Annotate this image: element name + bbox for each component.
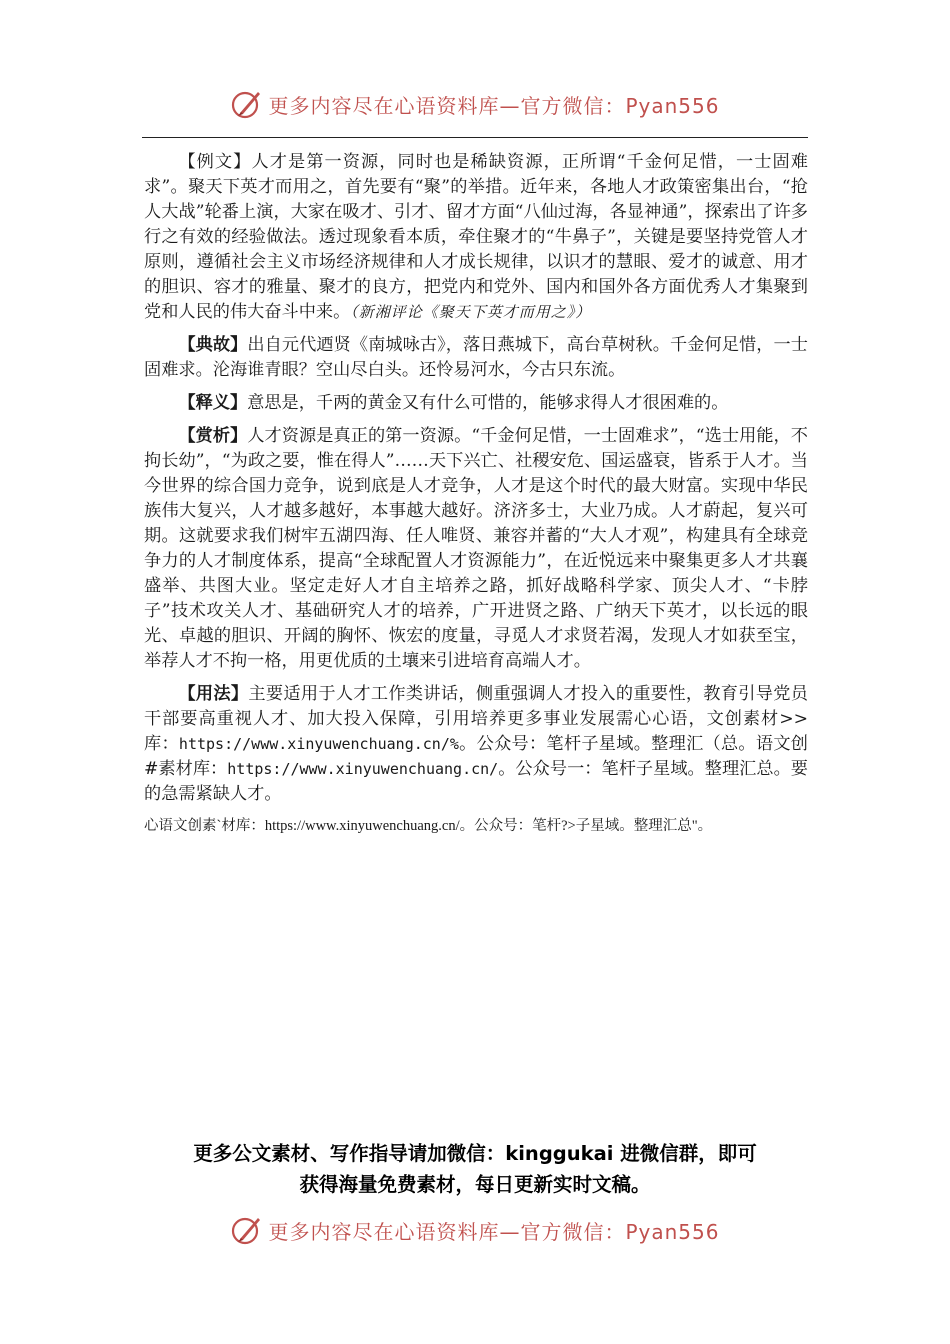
appreciation-paragraph [144, 424, 808, 674]
usage-paragraph [144, 682, 808, 807]
allusion-tag: 【典故】 [178, 335, 248, 355]
allusion-paragraph [144, 333, 808, 383]
source-note: 心语文创素`材库：https://www.xinyuwenchuang.cn/。公众号：笔杆?>子星域。整理汇总"。 [144, 818, 713, 834]
usage-tag: 【用法】 [178, 684, 249, 704]
document-body [144, 150, 808, 837]
example-paragraph [144, 150, 808, 325]
appreciation-text: 人才资源是真正的第一资源。“千金何足惜，一士固难求”，“选士用能，不拘长幼”，“为政之要，惟在得人”……天下兴亡、社稷安危、国运盛衰，皆系于人才。当今世界的综合国力竞争，说到底是人才竞争，人才是这个时代的最大财富。实现中华民族伟大复兴，人才越多越好，本事越大越好。济济多士，大业乃成。人才蔚起，复兴可期。这就要求我们树牢五湖四海、任人唯贤、兼容并蓄的“大人才观”，构建具有全球竞争力的人才制度体系，提高“全球配置人才资源能力”，在近悦远来中聚集更多人才共襄盛举、共图大业。坚定走好人才自主培养之路，抓好战略科学家、顶尖人才、“卡脖子”技术攻关人才、基础研究人才的培养，广开进贤之路、广纳天下英才，以长远的眼光、卓越的胆识、开阔的胸怀、恢宏的度量，寻觅人才求贤若渴，发现人才如获至宝，举荐人才不拘一格，用更优质的土壤来引进培育高端人才。 [144, 426, 808, 671]
example-citation: （新湘评论《聚天下英才而用之》） [350, 303, 592, 321]
header-banner-text: 更多内容尽在心语资料库—官方微信：Pyan556 [268, 93, 720, 118]
example-text: 人才是第一资源，同时也是稀缺资源，正所谓“千金何足惜，一士固难求”。聚天下英才而用之，首先要有“聚”的举措。近年来，各地人才政策密集出台，“抢人大战”轮番上演，大家在吸才、引才、留才方面“八仙过海，各显神通”，探索出了许多行之有效的经验做法。透过现象看本质，牵住聚才的“牛鼻子”，关键是要坚持党管人才原则，遵循社会主义市场经济规律和人才成长规律，以识才的慧眼、爱才的诚意、用才的胆识、容才的雅量、聚才的良方，把党内和党外、国内和国外各方面优秀人才集聚到党和人民的伟大奋斗中来。 [144, 152, 808, 322]
header-banner [0, 84, 950, 124]
meaning-paragraph [144, 391, 808, 416]
quill-pen-logo-icon [230, 1213, 264, 1247]
quill-pen-logo-icon [230, 87, 264, 121]
usage-url-b: https://www.xinyuwenchuang.cn/ [227, 760, 499, 778]
meaning-text: 意思是，千两的黄金又有什么可惜的，能够求得人才很困难的。 [247, 393, 729, 413]
usage-text-a: 主要适用于人才工作类讲话，侧重强调人才投入的重要性，教育引导党员干部要高重视人才、加大投入保障，引用培养更多事业发展需心心语，文创素材>>库： [144, 684, 808, 754]
promo-line-2: 获得海量免费素材，每日更新实时文稿。 [299, 1173, 651, 1196]
header-divider [142, 137, 808, 138]
usage-text-c: 。公众号一：笔杆子星域。整理汇总。要的急需紧缺人才。 [144, 759, 808, 804]
usage-url-a: https://www.xinyuwenchuang.cn/% [178, 735, 459, 753]
footer-banner-text: 更多内容尽在心语资料库—官方微信：Pyan556 [268, 1219, 720, 1244]
promo-line-1: 更多公文素材、写作指导请加微信：kinggukai 进微信群，即可 [193, 1142, 757, 1165]
footer-banner [0, 1210, 950, 1250]
example-tag: 【例文】 [178, 152, 252, 172]
promo-block [130, 1138, 820, 1200]
allusion-text: 出自元代迺贤《南城咏古》，落日燕城下，高台草树秋。千金何足惜，一士固难求。沦海谁青眼？空山尽白头。还怜易河水，今古只东流。 [144, 335, 808, 380]
appreciation-tag: 【赏析】 [178, 426, 248, 446]
usage-text-b: 。公众号：笔杆子星域。整理汇（总。语文创#素材库： [144, 734, 808, 779]
meaning-tag: 【释义】 [178, 393, 248, 413]
